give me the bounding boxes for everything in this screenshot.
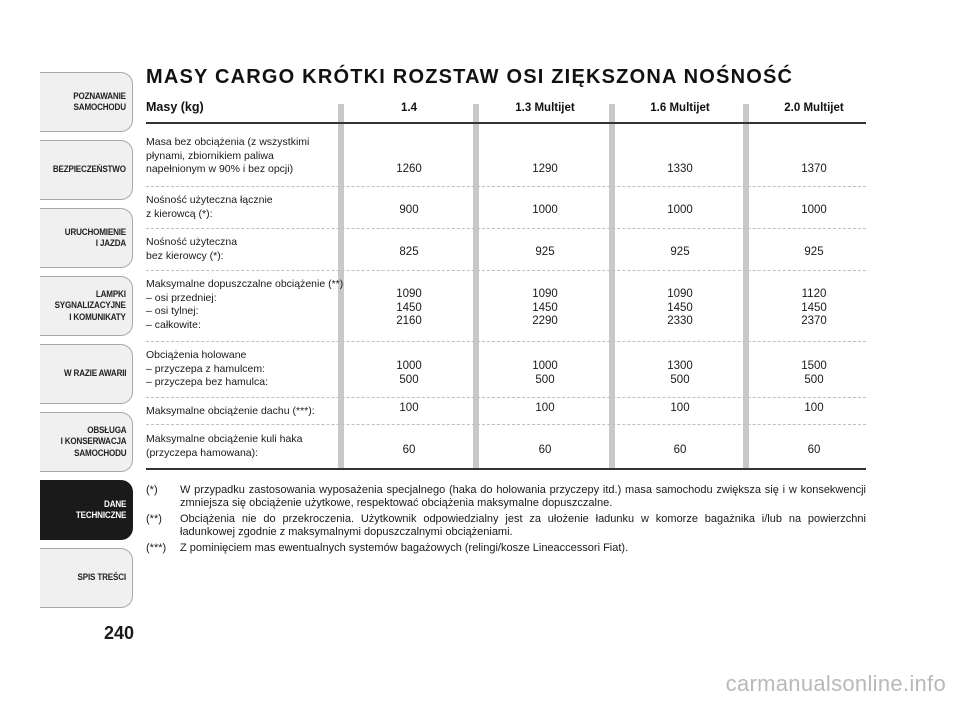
watermark: carmanualsonline.info	[725, 671, 946, 696]
tab-lampki-sygnalizacyjne[interactable]	[40, 276, 133, 336]
row-divider	[146, 397, 866, 398]
footnote	[146, 542, 866, 555]
table-cell: 825	[399, 246, 419, 258]
table-cell: 925	[804, 246, 824, 258]
table-header-label: Masy (kg)	[146, 100, 204, 114]
table-cell: 100	[399, 402, 419, 414]
tab-poznawanie-samochodu[interactable]	[40, 72, 133, 132]
table-cell: 100	[670, 402, 690, 414]
row-divider	[146, 228, 866, 229]
table-cell: 1000	[667, 204, 693, 216]
tab-obsluga-i-konserwacja[interactable]	[40, 412, 133, 472]
footnote	[146, 513, 866, 539]
tab-label: POZNAWANIE SAMOCHODU	[73, 90, 126, 113]
tab-bezpieczenstwo[interactable]	[40, 140, 133, 200]
row-label: Obciążenia holowane – przyczepa z hamulcem: – przyczepa bez hamulca:	[146, 349, 268, 388]
tab-spis-tresci[interactable]	[40, 548, 133, 608]
table-cell: 100	[535, 402, 555, 414]
table-cell: 925	[535, 246, 555, 258]
table-cell: 1090 1450 2290	[532, 288, 558, 327]
row-label: Maksymalne dopuszczalne obciążenie (**) – osi przedniej: – osi tylnej: – całkowite:	[146, 278, 344, 331]
column-header-1-4: 1.4	[401, 102, 417, 114]
table-cell: 1000 500	[396, 360, 422, 386]
table-cell: 1290	[532, 163, 558, 175]
column-divider	[743, 104, 749, 468]
tab-uruchomienie-i-jazda[interactable]	[40, 208, 133, 268]
row-label: Masa bez obciążenia (z wszystkimi płynami, zbiornikiem paliwa napełnionym w 90% i bez opcji)	[146, 136, 310, 175]
row-divider	[146, 424, 866, 425]
table-cell: 1330	[667, 163, 693, 175]
column-header-1-6-multijet: 1.6 Multijet	[650, 102, 710, 114]
tab-label: OBSŁUGA I KONSERWACJA SAMOCHODU	[60, 424, 126, 459]
page-number: 240	[104, 623, 135, 643]
table-cell: 1000 500	[532, 360, 558, 386]
tab-label: URUCHOMIENIE I JAZDA	[64, 226, 126, 249]
table-cell: 1300 500	[667, 360, 693, 386]
page-title: MASY CARGO KRÓTKI ROZSTAW OSI ZIĘKSZONA NOŚNOŚĆ	[146, 66, 794, 88]
footnote-mark: (***)	[146, 542, 167, 554]
footnote-text: Obciążenia nie do przekroczenia. Użytkownik odpowiedzialny jest za ułożenie ładunku w komorze bagażnika i/lub na powierzchni ładunkowej zgodnie z maksymalnymi dopuszczalnymi obciążeniami.	[180, 513, 866, 538]
table-cell: 60	[673, 444, 687, 456]
table-cell: 1120 1450 2370	[801, 288, 827, 327]
header-rule	[146, 122, 866, 124]
table-cell: 60	[402, 444, 416, 456]
footnotes	[146, 484, 866, 558]
row-label: Maksymalne obciążenie dachu (***):	[146, 405, 315, 417]
table-cell: 100	[804, 402, 824, 414]
footnote-mark: (**)	[146, 513, 162, 525]
row-divider	[146, 270, 866, 271]
table-cell: 60	[807, 444, 821, 456]
chapter-sidebar	[40, 72, 133, 616]
table-cell: 925	[670, 246, 690, 258]
table-cell: 60	[538, 444, 552, 456]
table-cell: 1000	[801, 204, 827, 216]
table-cell: 900	[399, 204, 419, 216]
tab-label: BEZPIECZEŃSTWO	[53, 164, 126, 176]
table-bottom-rule	[146, 468, 866, 470]
column-divider	[609, 104, 615, 468]
row-divider	[146, 341, 866, 342]
row-divider	[146, 186, 866, 187]
table-cell: 1090 1450 2160	[396, 288, 422, 327]
tab-label: LAMPKI SYGNALIZACYJNE I KOMUNIKATY	[54, 288, 126, 323]
footnote	[146, 484, 866, 510]
tab-dane-techniczne[interactable]	[40, 480, 133, 540]
tab-w-razie-awarii[interactable]	[40, 344, 133, 404]
row-label: Nośność użyteczna bez kierowcy (*):	[146, 236, 238, 262]
row-label: Nośność użyteczna łącznie z kierowcą (*):	[146, 194, 273, 220]
tab-label: W RAZIE AWARII	[63, 368, 126, 380]
table-cell: 1000	[532, 204, 558, 216]
tab-label: SPIS TREŚCI	[77, 572, 126, 584]
row-label: Maksymalne obciążenie kuli haka (przyczepa hamowana):	[146, 433, 303, 459]
column-header-2-0-multijet: 2.0 Multijet	[784, 102, 844, 114]
column-divider	[473, 104, 479, 468]
table-cell: 1090 1450 2330	[667, 288, 693, 327]
mass-table	[146, 100, 866, 470]
table-cell: 1260	[396, 163, 422, 175]
tab-label: DANE TECHNICZNE	[75, 498, 126, 521]
footnote-text: Z pominięciem mas ewentualnych systemów bagażowych (relingi/kosze Lineaccessori Fiat).	[180, 542, 629, 554]
footnote-text: W przypadku zastosowania wyposażenia specjalnego (haka do holowania przyczepy itd.) masa samochodu zwiększa się i w konsekwencji zmniejsza się obciążenie użytkowe, respektować obciążenia maksymalne dopuszczalne.	[180, 484, 866, 509]
column-header-1-3-multijet: 1.3 Multijet	[515, 102, 575, 114]
table-cell: 1500 500	[801, 360, 827, 386]
footnote-mark: (*)	[146, 484, 158, 496]
table-cell: 1370	[801, 163, 827, 175]
